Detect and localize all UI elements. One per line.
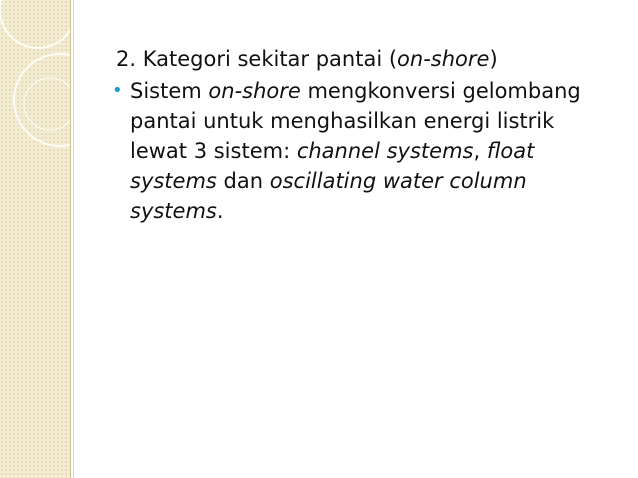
bullet-italic-1: on-shore bbox=[208, 79, 301, 103]
bullet-marker: • bbox=[112, 80, 123, 101]
band-divider bbox=[70, 0, 71, 478]
slide-heading bbox=[116, 44, 616, 74]
bullet-text-3: , bbox=[473, 139, 487, 163]
heading-prefix: 2. Kategori sekitar pantai ( bbox=[116, 47, 398, 71]
band-divider-secondary bbox=[73, 0, 74, 478]
decorative-side-band bbox=[0, 0, 70, 478]
bullet-text-4: dan bbox=[216, 169, 270, 193]
slide-content bbox=[112, 44, 616, 226]
bullet-text-5: . bbox=[216, 199, 224, 223]
heading-italic: on-shore bbox=[397, 47, 490, 71]
bullet-italic-3: float systems bbox=[130, 139, 535, 193]
bullet-item bbox=[112, 76, 616, 226]
bullet-text-1: Sistem bbox=[130, 79, 209, 103]
bullet-italic-4: oscillating water column systems bbox=[130, 169, 527, 223]
heading-suffix: ) bbox=[489, 47, 498, 71]
bullet-text-2: mengkonversi gelombang pantai untuk menghasilkan energi listrik lewat 3 sistem: bbox=[130, 79, 581, 163]
decorative-circles bbox=[0, 0, 70, 478]
bullet-italic-2: channel systems bbox=[296, 139, 474, 163]
